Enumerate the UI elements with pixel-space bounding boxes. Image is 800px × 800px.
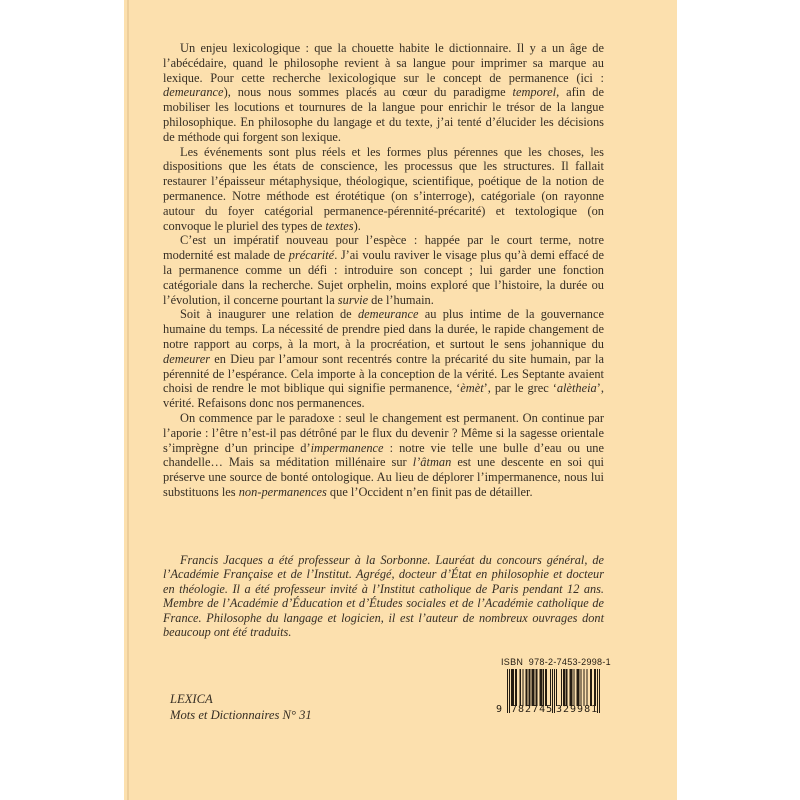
isbn-barcode-block bbox=[495, 657, 611, 721]
ean13-barcode bbox=[495, 669, 607, 721]
paragraph-3: C’est un impératif nouveau pour l’espèce : happée par le court terme, notre modernité est malade de précarité. J’ai voulu raviver le visage plus qu’à demi effacé de la permanence comme un défi : introduire son concept ; lui garder une fonction catégoriale dans la recherche. Sujet orphelin, moins exploré que l’histoire, la durée ou l’évolution, il concerne pourtant la survie de l’humain. bbox=[163, 233, 604, 307]
barcode-digit-first: 9 bbox=[496, 704, 503, 715]
barcode-digits-left: 782745 bbox=[511, 704, 554, 715]
paragraph-4: Soit à inaugurer une relation de demeurance au plus intime de la gouvernance humaine du temps. La nécessité de prendre pied dans la durée, le rapide changement de notre rapport au corps, à la mort, à la procréation, et surtout le sens johannique du demeurer en Dieu par l’amour sont recentrés contre la précarité du site humain, par la pérennité de l’espérance. Cela importe à la conception de la vérité. Les Septante avaient choisi de rendre le mot biblique qui signifie permanence, ‘èmèt’, par le grec ‘alètheia’, vérité. Refaisons donc nos permanences. bbox=[163, 307, 604, 411]
book-back-cover bbox=[124, 0, 677, 800]
back-cover-text bbox=[163, 41, 604, 500]
paragraph-5: On commence par le paradoxe : seul le changement est permanent. On continue par l’aporie : l’être n’est-il pas détrôné par le flux du devenir ? Même si la sagesse orientale s’imprègne d’un principe d’impermanence : notre vie telle une bulle d’eau ou une chandelle… Mais sa méditation millénaire sur l’âtman est une descente en soi qui préserve une source de bonté ontologique. Au lieu de déplorer l’impermanence, nous lui substituons les non-permanences que l’Occident n’en finit pas de détailler. bbox=[163, 410, 604, 499]
collection-series: Mots et Dictionnaires N° 31 bbox=[170, 708, 312, 722]
author-bio: Francis Jacques a été professeur à la Sorbonne. Lauréat du concours général, de l’Académie Française et de l’Institut. Agrégé, docteur d’État en philosophie et docteur en théologie. Il a été professeur invité à l’Institut catholique de Paris pendant 12 ans. Membre de l’Académie d’Éducation et d’Études sociales et de l’Académie catholique de France. Philosophe du langage et logicien, il est l’auteur de nombreux ouvrages dont beaucoup ont été traduits. bbox=[163, 553, 604, 640]
collection-name: LEXICA bbox=[170, 692, 213, 706]
paragraph-2: Les événements sont plus réels et les formes plus pérennes que les choses, les dispositions que les états de conscience, les processus que les structures. Il fallait restaurer l’épaisseur métaphysique, théologique, scientifique, poétique de la notion de permanence. Notre méthode est érotétique (on s’interroge), catégoriale (on rayonne autour du foyer catégorial permanence-pérennité-précarité) et textologique (on convoque le pluriel des types de textes). bbox=[163, 144, 604, 233]
barcode-digits-right: 329981 bbox=[556, 704, 599, 715]
isbn-label: ISBN 978-2-7453-2998-1 bbox=[501, 657, 611, 667]
paragraph-1: Un enjeu lexicologique : que la chouette habite le dictionnaire. Il y a un âge de l’abécédaire, quand le philosophe revient à sa langue pour imprimer sa marque au lexique. Pour cette recherche lexicologique sur le concept de permanence (ici : demeurance), nous nous sommes placés au cœur du paradigme temporel, afin de mobiliser les locutions et tournures de la langue pour enrichir le trésor de la langue philosophique. En philosophe du langage et du texte, j’ai tenté d’élucider les décisions de méthode qui forgent son lexique. bbox=[163, 41, 604, 144]
spine-crease bbox=[127, 0, 129, 800]
collection-info bbox=[170, 691, 312, 723]
